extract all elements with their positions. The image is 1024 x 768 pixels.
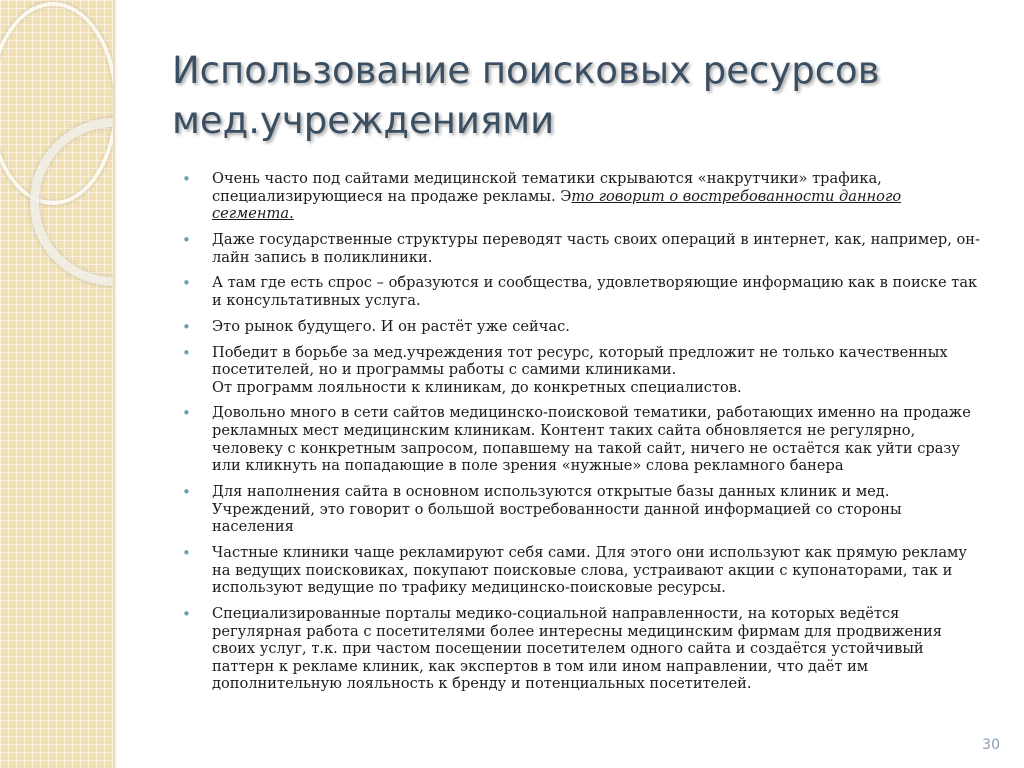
bullet-text-line-2: От программ лояльности к клиникам, до конкретных специалистов. bbox=[212, 378, 742, 396]
slide-title-line-2: мед.учреждениями bbox=[172, 99, 555, 142]
bullet-text: Очень часто под сайтами медицинской тематики скрываются «накрутчики» трафика, специализирующиеся на продаже рекламы. Э bbox=[212, 170, 882, 205]
bullet-item bbox=[182, 231, 982, 266]
bullet-icon: • bbox=[182, 343, 191, 362]
bullet-icon: • bbox=[182, 604, 191, 623]
bullet-text: Специализированные порталы медико-социальной направленности, на которых ведётся регулярная работа с посетителями более интересны медицинским фирмам для продвижения своих услуг, т.к. при частом посещении посетителем одного сайта и создаётся устойчивый паттерн к рекламе клиник, как экспертов в том или ином направлении, что даёт им дополнительную лояльность к бренду и потенциальных посетителей. bbox=[212, 604, 942, 693]
page-number: 30 bbox=[982, 737, 1000, 753]
bullet-text: Частные клиники чаще рекламируют себя сами. Для этого они используют как прямую рекламу на ведущих поисковиках, покупают поисковые слова, устраивают акции с купонаторами, так и используют ведущие по трафику медицинско-поисковые ресурсы. bbox=[212, 544, 967, 597]
bullet-item bbox=[182, 483, 982, 536]
bullet-emphasis-text: то говорит о востребованности данного сегмента. bbox=[212, 187, 902, 223]
bullet-icon: • bbox=[182, 404, 191, 423]
sidebar-divider bbox=[113, 0, 117, 768]
bullet-text: Победит в борьбе за мед.учреждения тот ресурс, который предложит не только качественных посетителей, но и программы работы с самими клиниками. bbox=[212, 343, 948, 379]
bullet-item bbox=[182, 404, 982, 474]
bullet-item bbox=[182, 605, 982, 693]
bullet-icon: • bbox=[182, 230, 191, 249]
bullet-icon: • bbox=[182, 544, 191, 562]
bullet-icon: • bbox=[182, 317, 191, 336]
bullet-text: Это рынок будущего. И он растёт уже сейчас. bbox=[212, 317, 570, 335]
bullet-icon: • bbox=[182, 483, 191, 502]
bullet-item bbox=[182, 170, 982, 223]
bullet-icon: • bbox=[182, 274, 191, 293]
bullet-item bbox=[182, 274, 982, 309]
bullet-item bbox=[182, 318, 982, 336]
bullet-text: Для наполнения сайта в основном используются открытые базы данных клиник и мед. Учреждений, это говорит о большой востребованности данной информацией со стороны населения bbox=[212, 483, 902, 536]
slide-title-line-1: Использование поисковых ресурсов bbox=[172, 49, 880, 92]
decorative-sidebar bbox=[0, 0, 113, 768]
bullet-item bbox=[182, 344, 982, 397]
bullet-text: А там где есть спрос – образуются и сообщества, удовлетворяющие информацию как в поиске так и консультативных услуга. bbox=[212, 274, 978, 309]
slide-title bbox=[172, 46, 992, 146]
bullet-list bbox=[182, 170, 982, 701]
bullet-icon: • bbox=[182, 170, 191, 188]
bullet-text: Даже государственные структуры переводят часть своих операций в интернет, как, например, он-лайн запись в поликлиники. bbox=[212, 230, 980, 266]
bullet-text: Довольно много в сети сайтов медицинско-поисковой тематики, работающих именно на продаже рекламных мест медицинским клиникам. Контент таких сайта обновляется не регулярно, человеку с конкретным запросом, попавшему на такой сайт, ничего не остаётся как уйти сразу или кликнуть на попадающие в поле зрения «нужные» слова рекламного банера bbox=[212, 404, 971, 475]
bullet-item bbox=[182, 544, 982, 597]
